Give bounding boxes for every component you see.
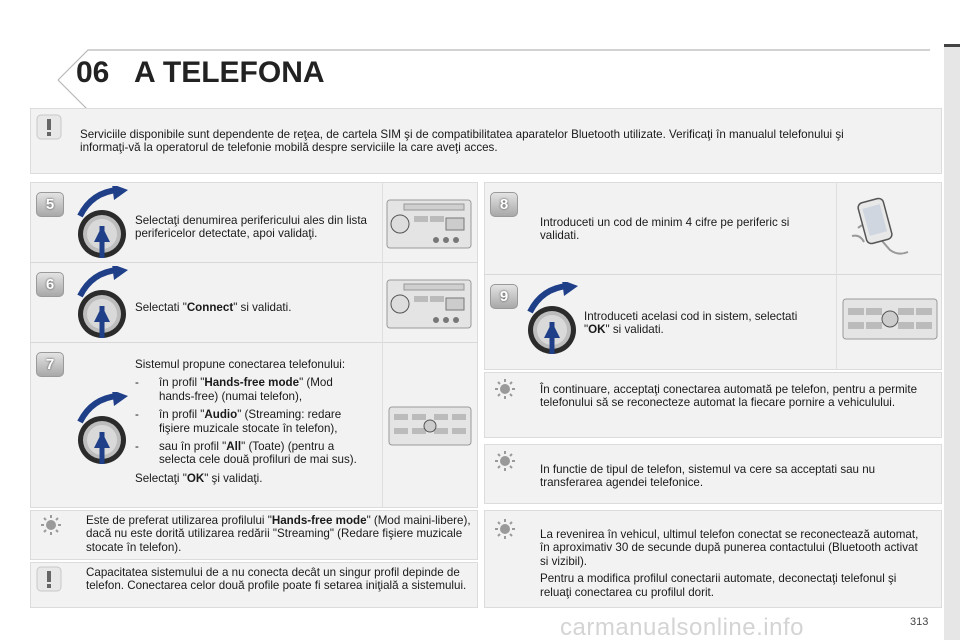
radio-panel-image: [842, 298, 938, 340]
step-8-text: Introduceti un cod de minim 4 cifre pe periferic si validati.: [540, 216, 790, 243]
watermark: carmanualsonline.info: [560, 614, 804, 641]
divider: [30, 342, 478, 343]
divider: [382, 182, 383, 508]
chapter-number: 06: [76, 56, 110, 89]
step-5-text: Selectaţi denumirea perifericului ales din lista perifericelor detectate, apoi validaţi.: [135, 214, 367, 241]
phone-in-hand-image: [850, 194, 914, 258]
step-7-badge: 7: [36, 352, 64, 377]
step-6-badge: 6: [36, 272, 64, 297]
warn-left-text: Capacitatea sistemului de a nu conecta decât un singur profil depinde de telefon. Conectarea celor două profile poate fi setarea iniţială a sistemului.: [86, 566, 467, 593]
connect-label: Connect: [186, 301, 234, 314]
tip-right-2-text: In functie de tipul de telefon, sistemul va cere sa acceptati sau nu transferarea agendei telefonice.: [540, 463, 876, 490]
step-5-badge: 5: [36, 192, 64, 217]
rotary-knob-icon: [72, 186, 134, 260]
divider: [484, 274, 942, 275]
ok-label: OK: [588, 323, 606, 337]
tip-left-text: Este de preferat utilizarea profilului "Hands-free mode" (Mod maini-libere), dacă nu este dorită utilizarea redării "Streaming" (Redare fişiere muzicale stocate în telefon).: [86, 514, 471, 554]
step-9-text: Introduceti acelasi cod in sistem, selectati "OK" si validati.: [584, 310, 798, 337]
page-number: 313: [910, 616, 929, 628]
step-7-intro: Sistemul propune conectarea telefonului:: [135, 358, 346, 371]
tip-bulb-icon: [494, 450, 516, 472]
tip-right-1-text: În continuare, acceptaţi conectarea automată pe telefon, pentru a permite telefonului să se reconecteze automat la fiecare pornire a vehiculului.: [540, 383, 918, 410]
notice-top-text: Serviciile disponibile sunt dependente de reţea, de cartela SIM şi de compatibilitatea aparatelor Bluetooth utilizate. Verificaţi în manualul telefonului şi informaţi-vă la operatorul de telefonie mobilă despre serviciile la care aveţi acces.: [80, 128, 844, 155]
list-item: - în profil "Hands-free mode" (Mod hands-free) (numai telefon),: [135, 376, 333, 403]
tip-right-3-paragraph-2: Pentru a modifica profilul conectarii automate, deconectaţi telefonul şi reluaţi conectarea cu profilul dorit.: [540, 572, 897, 599]
step-9-badge: 9: [490, 284, 518, 309]
side-tab: [944, 44, 960, 640]
tip-bulb-icon: [494, 518, 516, 540]
warning-icon: [36, 566, 62, 592]
divider: [30, 262, 478, 263]
side-tab-marker: [944, 44, 960, 47]
tip-bulb-icon: [40, 514, 62, 536]
step-6-text: Selectati "Connect" si validati.: [135, 301, 292, 314]
divider: [836, 182, 837, 370]
rotary-knob-icon: [72, 266, 134, 340]
step-7-content: [135, 358, 365, 485]
rotary-knob-icon: [72, 392, 134, 466]
page-title: A TELEFONA: [134, 56, 325, 89]
tip-bulb-icon: [494, 378, 516, 400]
rotary-knob-icon: [522, 282, 584, 356]
radio-panel-image: [386, 276, 472, 332]
step-8-badge: 8: [490, 192, 518, 217]
warning-icon: [36, 114, 62, 140]
tip-right-3-paragraph-1: La revenirea în vehicul, ultimul telefon conectat se reconectează automat, în aproximativ 30 de secunde după punerea contactului (Bluetooth activat si vizibil).: [540, 528, 919, 568]
tip-right-3-content: [540, 528, 925, 599]
step-7-outro: Selectaţi "OK" şi validaţi.: [135, 471, 263, 485]
radio-panel-image: [386, 196, 472, 252]
list-item: - sau în profil "All" (Toate) (pentru a selecta cele două profiluri de mai sus).: [135, 440, 357, 467]
list-item: - în profil "Audio" (Streaming: redare fişiere muzicale stocate în telefon),: [135, 408, 342, 435]
radio-panel-image: [388, 406, 472, 446]
